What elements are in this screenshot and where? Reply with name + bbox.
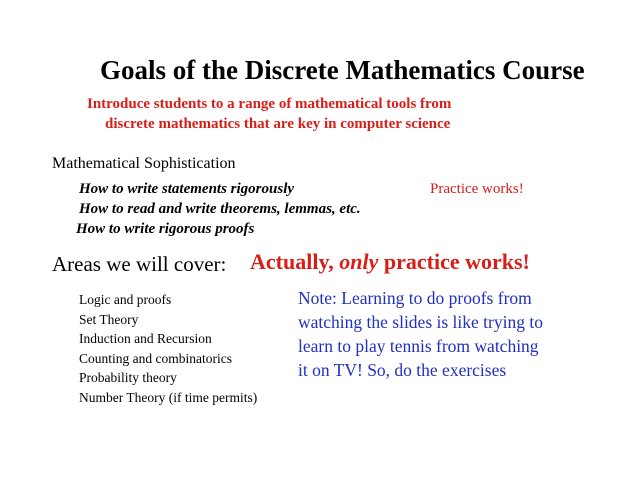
sophistication-item: How to read and write theorems, lemmas, etc. — [79, 201, 361, 217]
topic-item: Induction and Recursion — [79, 331, 212, 346]
topic-item: Number Theory (if time permits) — [79, 389, 258, 405]
areas-heading: Areas we will cover: — [52, 252, 227, 276]
slide-title: Goals of the Discrete Mathematics Course — [100, 55, 585, 85]
subtitle-line-2: discrete mathematics that are key in computer science — [105, 116, 451, 132]
practice-note: Practice works! — [430, 181, 524, 197]
topic-item: Probability theory — [79, 370, 177, 385]
sophistication-item: How to write rigorous proofs — [76, 221, 255, 237]
sophistication-heading: Mathematical Sophistication — [52, 155, 236, 172]
note-line: watching the slides is like trying to — [298, 312, 543, 332]
sophistication-item: How to write statements rigorously — [79, 181, 295, 197]
proof-note — [298, 286, 543, 382]
emphasis-only: only — [339, 249, 379, 274]
emphasis-part-1: Actually, — [250, 249, 340, 274]
emphasis-part-3: practice works! — [378, 249, 530, 274]
topic-item: Logic and proofs — [79, 292, 172, 307]
topics-list — [79, 290, 257, 407]
note-line: learn to play tennis from watching — [298, 336, 539, 356]
subtitle-line-1: Introduce students to a range of mathematical tools from — [87, 96, 452, 112]
topic-item: Set Theory — [79, 311, 139, 327]
topic-item: Counting and combinatorics — [79, 350, 232, 366]
note-line: Note: Learning to do proofs from — [298, 288, 532, 308]
emphasis-statement — [250, 249, 530, 275]
note-line: it on TV! So, do the exercises — [298, 360, 507, 380]
